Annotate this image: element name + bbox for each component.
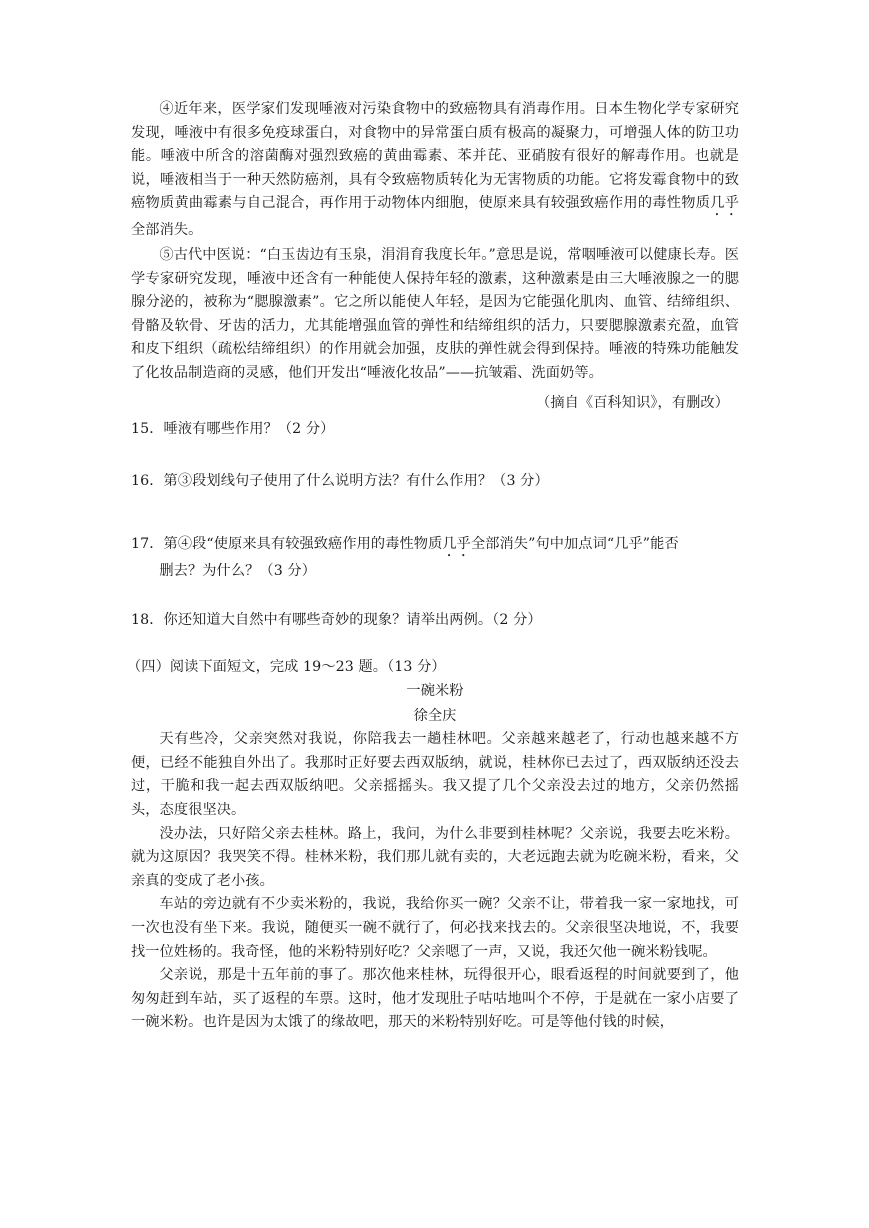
story-paragraph: 天有些冷，父亲突然对我说，你陪我去一趟桂林吧。父亲越来越老了，行动也越来越不方便，已经不能独自外出了。我那时正好要去西双版纳，就说，桂林你已去过了，西双版纳还没去过，干脆和我一起去西双版纳吧。父亲摇摇头。我又提了几个父亲没去过的地方，父亲仍然摇头，态度很坚决。: [131, 731, 739, 819]
story-title: 一碗米粉: [406, 683, 464, 700]
question-17-continuation: 删去？为什么？（3 分）: [159, 563, 317, 580]
paragraph-4-text: ④近年来，医学家们发现唾液对污染食物中的致癌物具有消毒作用。日本生物化学专家研究发现，唾液中有很多免疫球蛋白，对食物中的异常蛋白质有极高的凝聚力，可增强人体的防卫功能。唾液中所含的溶菌酶对强烈致癌的黄曲霉素、苯并芘、亚硝胺有很好的解毒作用。也就是说，唾液相当于一种天然防癌剂，具有令致癌物质转化为无害物质的功能。它将发霉食物中的致癌物质黄曲霉素与自己混合，再作用于动物体内细胞，使原来具有较强致癌作用的毒性物质: [131, 101, 739, 212]
question-17-text: 17．第④段“使原来具有较强致癌作用的毒性物质: [131, 536, 443, 553]
question-16: 16．第③段划线句子使用了什么说明方法？有什么作用？（3 分）: [131, 472, 549, 489]
question-17-text-end: 全部消失”句中加点词“几乎”能否: [470, 536, 679, 553]
section-4-heading: （四）阅读下面短文，完成 19～23 题。（13 分）: [127, 658, 446, 675]
story-author: 徐全庆: [413, 707, 457, 724]
dotted-word: 几乎: [442, 536, 471, 553]
story-paragraph: 没办法，只好陪父亲去桂林。路上，我问，为什么非要到桂林呢？父亲说，我要去吃米粉。就为这原因？我哭笑不得。桂林米粉，我们那儿就有卖的，大老远跑去就为吃碗米粉，看来，父亲真的变成了老小孩。: [131, 825, 739, 889]
story-paragraph: 父亲说，那是十五年前的事了。那次他来桂林，玩得很开心，眼看返程的时间就要到了，他匆匆赶到车站，买了返程的车票。这时，他才发现肚子咕咕地叫个不停，于是就在一家小店要了一碗米粉。也许是因为太饿了的缘故吧，那天的米粉特别好吃。可是等他付钱的时候，: [131, 967, 739, 1031]
question-18: 18．你还知道大自然中有哪些奇妙的现象？请举出两例。（2 分）: [131, 611, 542, 628]
question-15: 15．唾液有哪些作用？（2 分）: [131, 421, 335, 438]
passage-paragraph-4: [131, 98, 739, 243]
question-17: [131, 533, 739, 584]
page-content: [127, 98, 739, 1035]
source-citation: （摘自《百科知识》，有删改）: [536, 394, 729, 411]
passage-paragraph-5: ⑤古代中医说：“白玉齿边有玉泉，涓涓育我度长年。”意思是说，常咽唾液可以健康长寿。医学专家研究发现，唾液中还含有一种能使人保持年轻的激素，这种激素是由三大唾液腺之一的腮腺分泌的，被称为“腮腺激素”。它之所以能使人年轻，是因为它能强化肌肉、血管、结缔组织、骨骼及软骨、牙齿的活力，尤其能增强血管的弹性和结缔组织的活力，只要腮腺激素充盈，血管和皮下组织（疏松结缔组织）的作用就会加强，皮肤的弹性就会得到保持。唾液的特殊功能触发了化妆品制造商的灵感，他们开发出“唾液化妆品”——抗皱霜、洗面奶等。: [131, 246, 739, 381]
story-paragraph: 车站的旁边就有不少卖米粉的，我说，我给你买一碗？父亲不让，带着我一家一家地找，可一次也没有坐下来。我说，随便买一碗不就行了，何必找来找去的。父亲很坚决地说，不，我要找一位姓杨的。我奇怪，他的米粉特别好吃？父亲嗯了一声，又说，我还欠他一碗米粉钱呢。: [131, 896, 739, 960]
paragraph-4-ending: 全部消失。: [131, 222, 203, 239]
dotted-word: 几乎: [710, 195, 739, 212]
